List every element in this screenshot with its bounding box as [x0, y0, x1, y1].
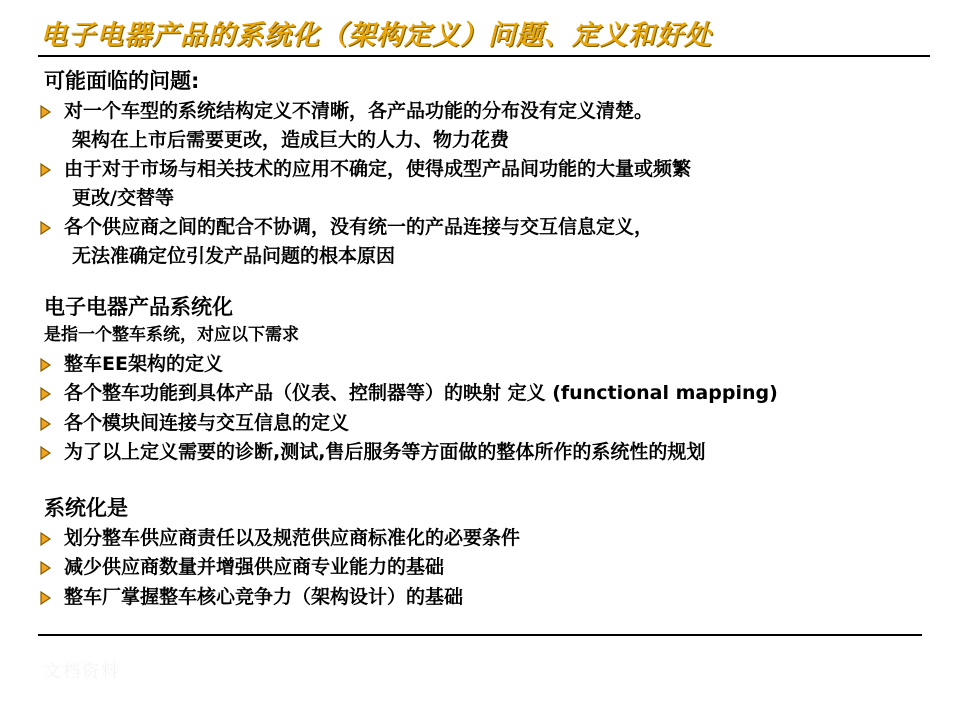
arrow-bullet-icon	[40, 221, 54, 235]
arrow-bullet-icon	[40, 358, 54, 372]
page-title: 电子电器产品的系统化（架构定义）问题、定义和好处	[40, 20, 712, 51]
section-spacer	[38, 271, 930, 293]
arrow-bullet-icon	[40, 446, 54, 460]
footer-divider	[38, 634, 922, 636]
list-item-text: 对一个车型的系统结构定义不清晰，各产品功能的分布没有定义清楚。	[64, 100, 654, 123]
section-heading: 系统化是	[44, 495, 128, 520]
arrow-bullet-icon	[40, 387, 54, 401]
list-item	[38, 350, 930, 379]
list-item-continuation: 架构在上市后需要更改，造成巨大的人力、物力花费	[72, 128, 510, 151]
list-item-text: 整车EE架构的定义	[64, 352, 223, 375]
arrow-bullet-icon	[40, 163, 54, 177]
list-item-text: 由于对于市场与相关技术的应用不确定，使得成型产品间功能的大量或频繁	[64, 158, 692, 181]
watermark-text: 文档资料	[44, 662, 120, 682]
list-item	[38, 97, 930, 154]
section-definition	[38, 293, 930, 466]
section-subtext: 是指一个整车系统，对应以下需求	[44, 324, 299, 345]
arrow-bullet-icon	[40, 417, 54, 431]
list-item	[38, 524, 930, 553]
bullet-list-benefits	[38, 524, 930, 612]
section-heading: 可能面临的问题:	[44, 69, 200, 94]
list-item	[38, 213, 930, 270]
arrow-bullet-icon	[40, 532, 54, 546]
title-divider	[38, 55, 930, 57]
list-item	[38, 379, 930, 408]
list-item-text: 划分整车供应商责任以及规范供应商标准化的必要条件	[64, 526, 521, 549]
list-item	[38, 583, 930, 612]
section-benefits	[38, 494, 930, 612]
list-item	[38, 553, 930, 582]
list-item	[38, 438, 930, 467]
list-item-text: 整车厂掌握整车核心竞争力（架构设计）的基础	[64, 585, 464, 608]
arrow-bullet-icon	[40, 591, 54, 605]
arrow-bullet-icon	[40, 561, 54, 575]
section-problems	[38, 67, 930, 270]
list-item-text: 为了以上定义需要的诊断,测试,售后服务等方面做的整体所作的系统性的规划	[64, 441, 706, 464]
list-item-continuation: 更改/交替等	[72, 186, 174, 209]
list-item-continuation: 无法准确定位引发产品问题的根本原因	[72, 244, 396, 267]
arrow-bullet-icon	[40, 105, 54, 119]
section-spacer	[38, 468, 930, 494]
list-item-text: 各个模块间连接与交互信息的定义	[64, 411, 350, 434]
bullet-list-problems	[38, 97, 930, 270]
section-heading: 电子电器产品系统化	[44, 295, 233, 320]
bullet-list-definition	[38, 350, 930, 467]
list-item-text: 减少供应商数量并增强供应商专业能力的基础	[64, 556, 445, 579]
list-item-text: 各个整车功能到具体产品（仪表、控制器等）的映射 定义 (functional mapping)	[64, 382, 778, 405]
list-item-text: 各个供应商之间的配合不协调，没有统一的产品连接与交互信息定义，	[64, 216, 654, 239]
list-item	[38, 409, 930, 438]
list-item	[38, 155, 930, 212]
